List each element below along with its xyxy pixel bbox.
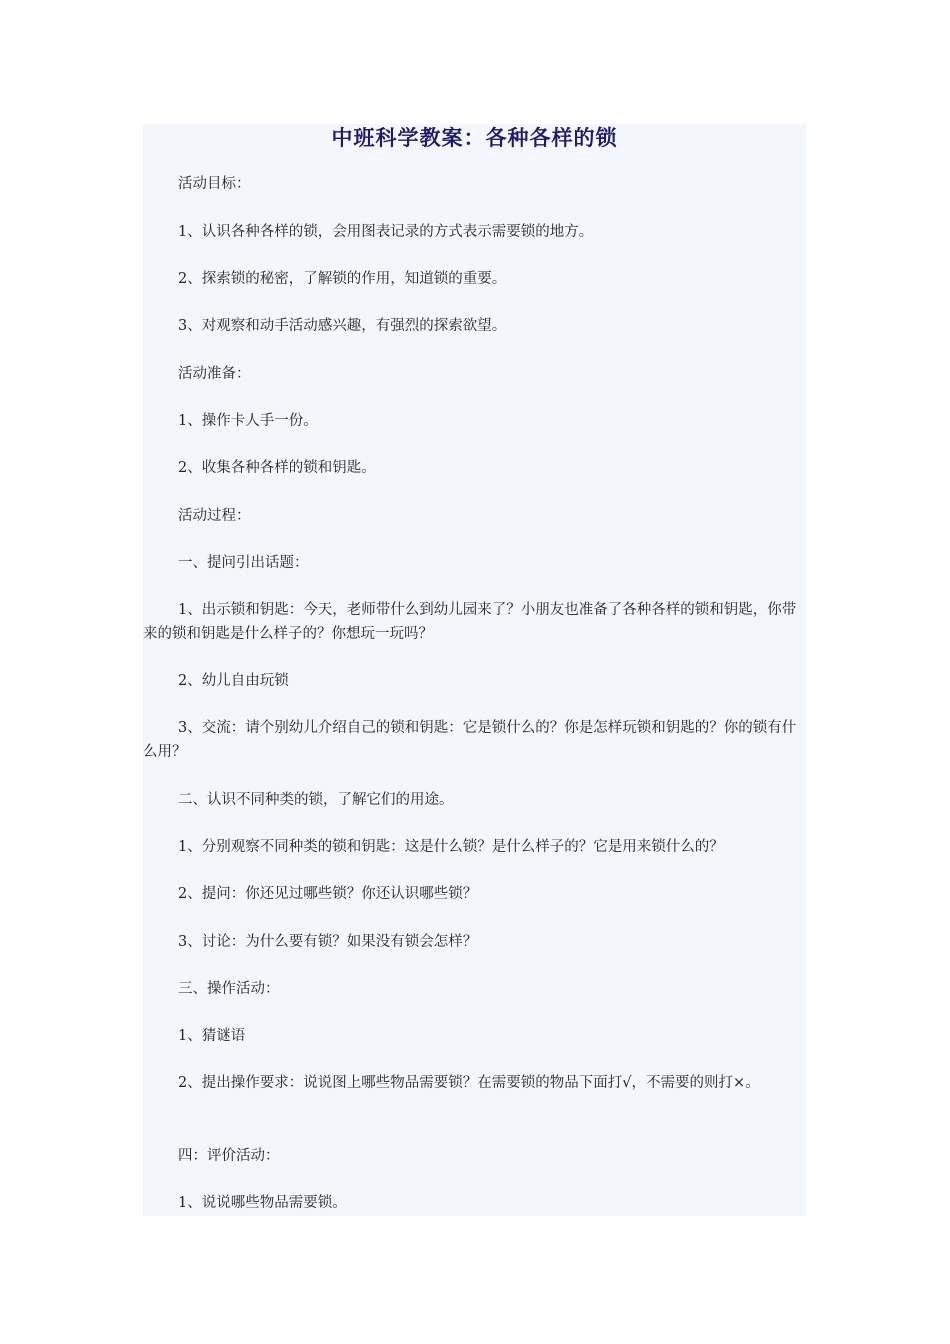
paragraph-section-3: 三、操作活动： xyxy=(178,981,280,997)
paragraph-prep-heading: 活动准备： xyxy=(178,366,251,382)
paragraph-section-2-step-1: 1、分别观察不同种类的锁和钥匙：这是什么锁？是什么样子的？它是用来锁什么的？ xyxy=(178,839,724,855)
paragraph-prep-1: 1、操作卡人手一份。 xyxy=(178,413,318,429)
paragraph-section-3-step-1: 1、猜谜语 xyxy=(178,1028,246,1044)
paragraph-section-3-step-2: 2、提出操作要求：说说图上哪些物品需要锁？在需要锁的物品下面打√，不需要的则打×。 xyxy=(178,1075,760,1091)
paragraph-section-2: 二、认识不同种类的锁，了解它们的用途。 xyxy=(178,792,454,808)
paragraph-process-heading: 活动过程： xyxy=(178,508,251,524)
document-page xyxy=(143,124,806,1216)
paragraph-goal-1: 1、认识各种各样的锁，会用图表记录的方式表示需要锁的地方。 xyxy=(178,224,594,240)
paragraph-section-1-step-3: 3、交流：请个别幼儿介绍自己的锁和钥匙：它是锁什么的？你是怎样玩锁和钥匙的？你的锁有什么用？ xyxy=(143,720,797,760)
paragraph-section-4: 四：评价活动： xyxy=(178,1148,280,1164)
paragraph-section-1: 一、提问引出话题： xyxy=(178,555,309,571)
paragraph-section-2-step-2: 2、提问：你还见过哪些锁？你还认识哪些锁？ xyxy=(178,886,478,902)
paragraph-goals-heading: 活动目标： xyxy=(178,176,251,192)
paragraph-prep-2: 2、收集各种各样的锁和钥匙。 xyxy=(178,460,376,476)
paragraph-section-1-step-1: 1、出示锁和钥匙：今天，老师带什么到幼儿园来了？小朋友也准备了各种各样的锁和钥匙，你带来的锁和钥匙是什么样子的？你想玩一玩吗？ xyxy=(143,602,797,642)
paragraph-goal-2: 2、探索锁的秘密，了解锁的作用，知道锁的重要。 xyxy=(178,271,507,287)
paragraph-section-4-step-1: 1、说说哪些物品需要锁。 xyxy=(178,1195,347,1211)
document-title: 中班科学教案：各种各样的锁 xyxy=(331,125,618,150)
paragraph-section-2-step-3: 3、讨论：为什么要有锁？如果没有锁会怎样？ xyxy=(178,934,478,950)
paragraph-section-1-step-2: 2、幼儿自由玩锁 xyxy=(178,673,289,689)
paragraph-goal-3: 3、对观察和动手活动感兴趣，有强烈的探索欲望。 xyxy=(178,318,507,334)
